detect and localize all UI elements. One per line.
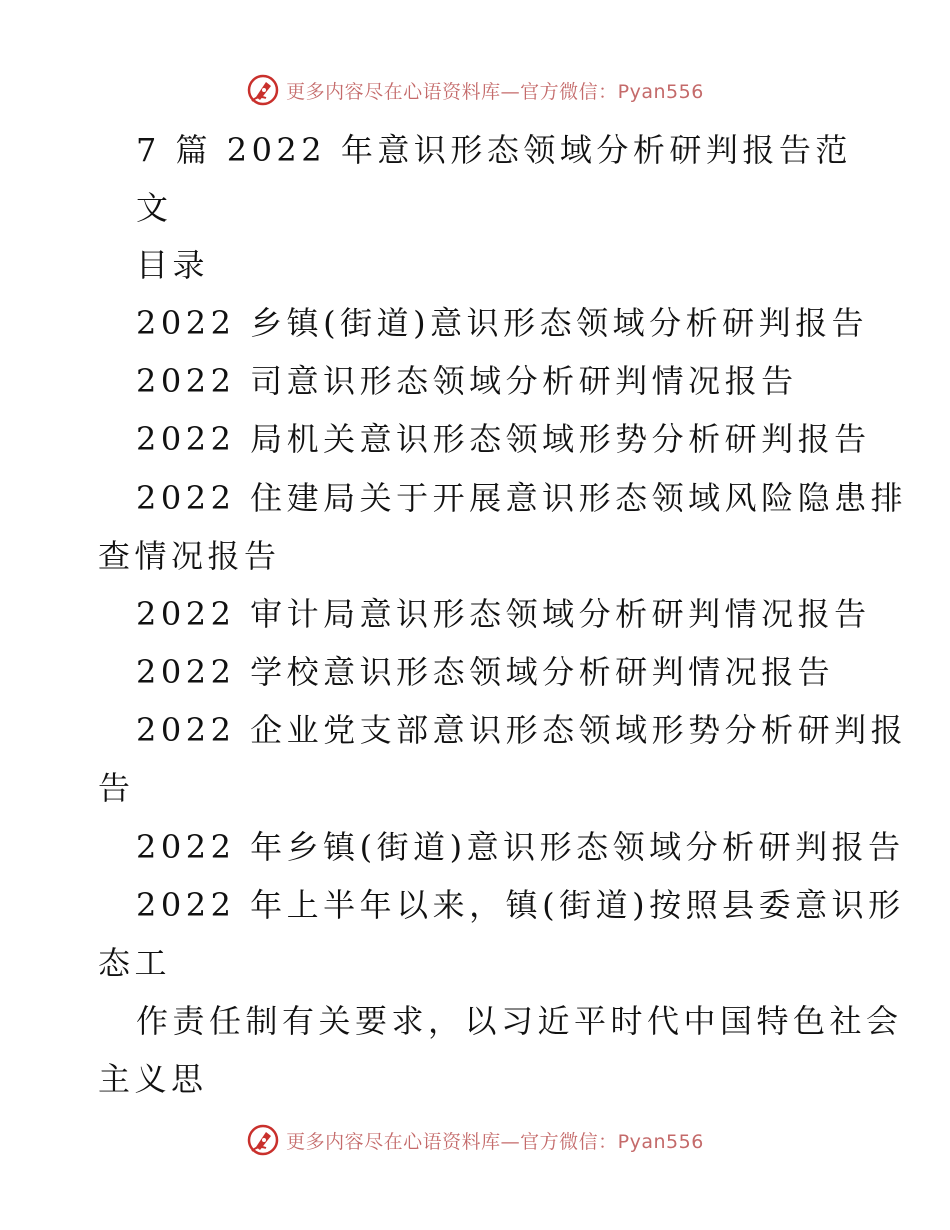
paragraph-line: 态工 <box>98 944 172 982</box>
pen-nib-logo-icon <box>246 1123 280 1157</box>
header-banner <box>0 72 950 108</box>
header-banner-contact: Pyan556 <box>617 80 704 103</box>
header-banner-label: 更多内容尽在心语资料库—官方微信： <box>286 80 618 103</box>
footer-banner-label: 更多内容尽在心语资料库—官方微信： <box>286 1130 618 1153</box>
doc-title-line-1: 7 篇 2022 年意识形态领域分析研判报告范 <box>136 131 852 169</box>
toc-heading: 目录 <box>136 246 210 284</box>
toc-item: 2022 乡镇(街道)意识形态领域分析研判报告 <box>136 304 869 342</box>
toc-item-continuation: 告 <box>98 769 135 807</box>
header-banner-text <box>286 77 704 104</box>
toc-item: 2022 审计局意识形态领域分析研判情况报告 <box>136 595 871 633</box>
toc-item: 2022 企业党支部意识形态领域形势分析研判报 <box>136 711 908 749</box>
footer-banner-contact: Pyan556 <box>617 1130 704 1153</box>
toc-item: 2022 住建局关于开展意识形态领域风险隐患排 <box>136 479 908 517</box>
paragraph-line: 作责任制有关要求，以习近平时代中国特色社会 <box>136 1002 903 1040</box>
doc-title-line-2: 文 <box>136 189 173 227</box>
toc-item: 2022 局机关意识形态领域形势分析研判报告 <box>136 420 871 458</box>
toc-item: 2022 学校意识形态领域分析研判情况报告 <box>136 653 835 691</box>
paragraph-line: 2022 年上半年以来，镇(街道)按照县委意识形 <box>136 886 905 924</box>
section-heading: 2022 年乡镇(街道)意识形态领域分析研判报告 <box>136 828 905 866</box>
footer-banner-text <box>286 1127 704 1154</box>
footer-banner <box>0 1122 950 1158</box>
toc-item: 2022 司意识形态领域分析研判情况报告 <box>136 362 798 400</box>
paragraph-line: 主义思 <box>98 1060 208 1098</box>
toc-item-continuation: 查情况报告 <box>98 537 281 575</box>
pen-nib-logo-icon <box>246 73 280 107</box>
